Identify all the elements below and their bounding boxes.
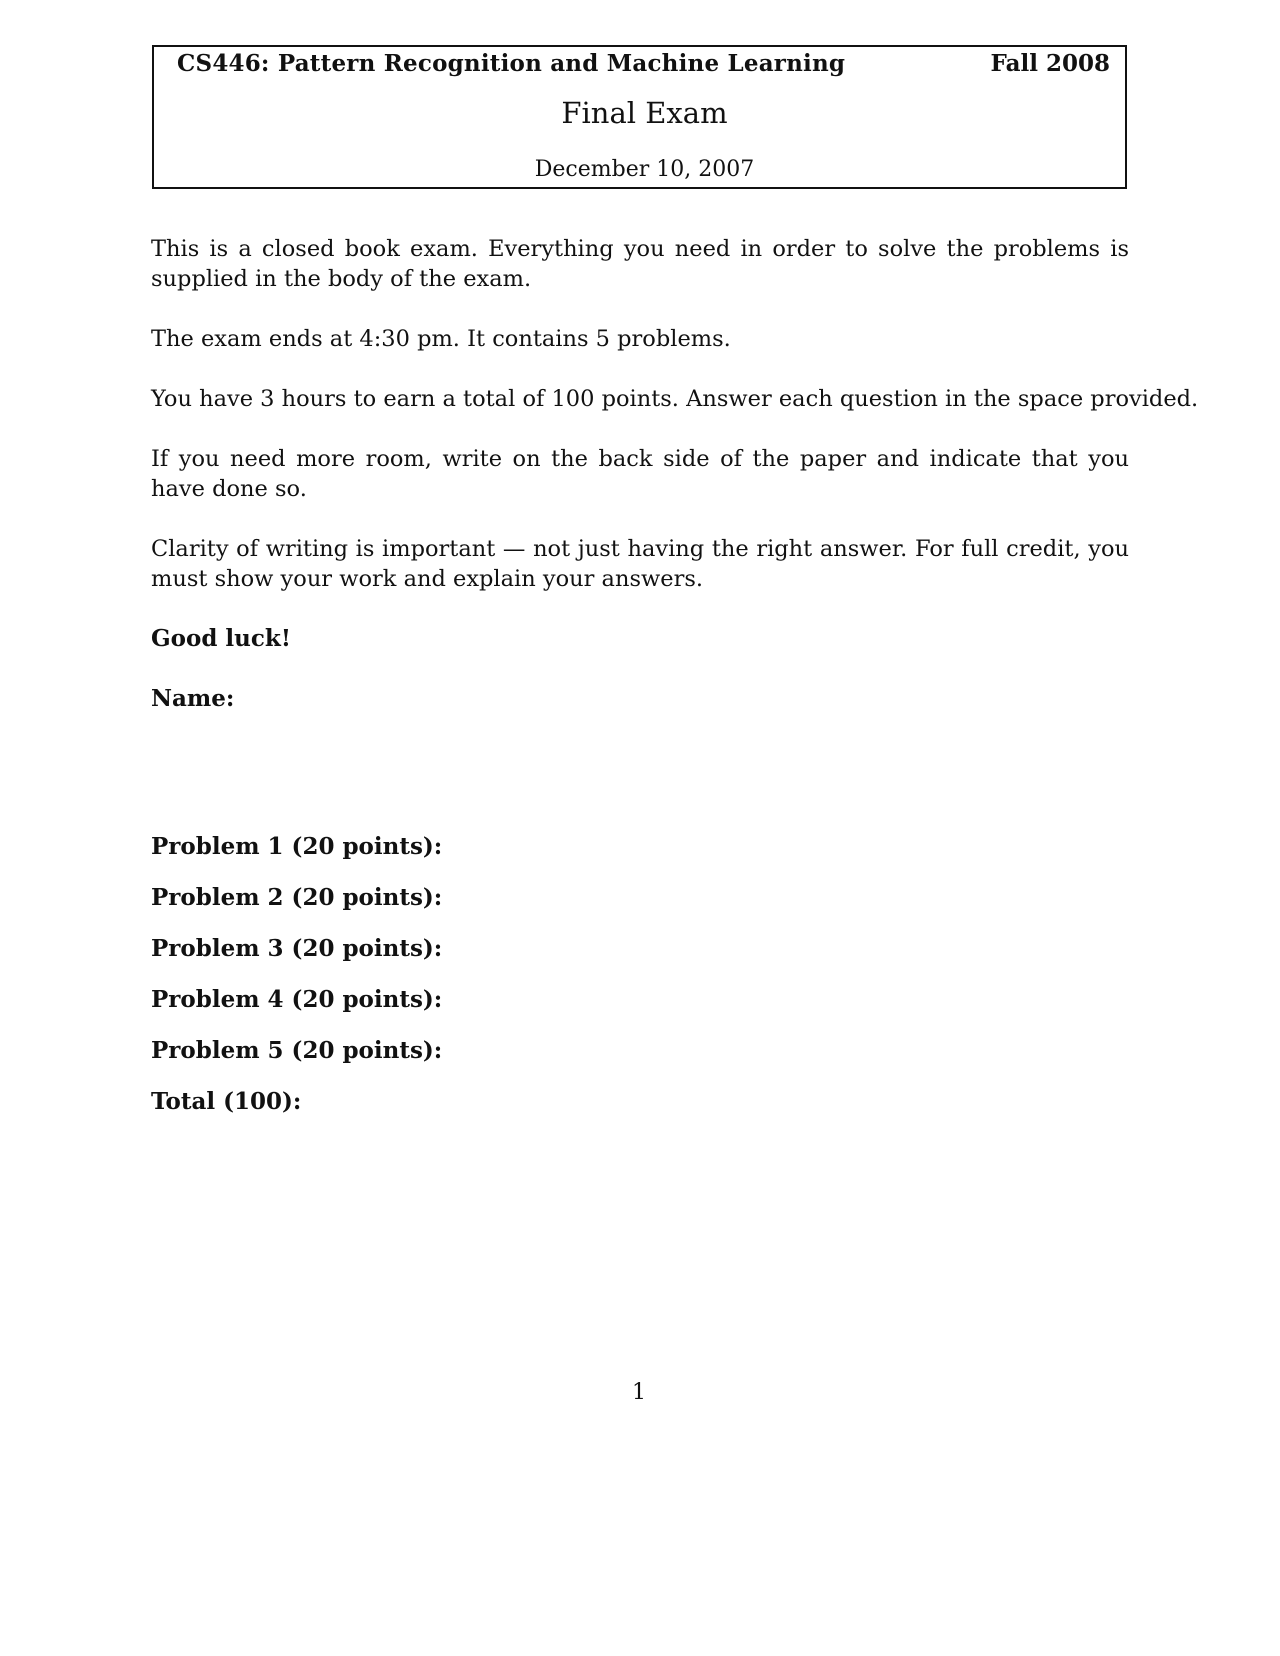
score-row-problem-1: Problem 1 (20 points): xyxy=(151,833,443,860)
course-title: CS446: Pattern Recognition and Machine Learning xyxy=(177,50,846,77)
good-luck-text: Good luck! xyxy=(151,625,291,652)
name-label: Name: xyxy=(151,685,235,712)
score-table xyxy=(151,832,442,1138)
score-row-problem-5: Problem 5 (20 points): xyxy=(151,1037,443,1064)
instruction-paragraph: Clarity of writing is important — not just having the right answer. For full credit, you must show your work and explain your answers. xyxy=(151,536,1129,592)
score-row-total: Total (100): xyxy=(151,1088,302,1115)
semester: Fall 2008 xyxy=(990,50,1110,77)
exam-date: December 10, 2007 xyxy=(534,157,755,182)
instruction-paragraph: This is a closed book exam. Everything you need in order to solve the problems is supplied in the body of the exam. xyxy=(151,236,1129,292)
score-row-problem-3: Problem 3 (20 points): xyxy=(151,935,443,962)
score-row-problem-2: Problem 2 (20 points): xyxy=(151,884,443,911)
instruction-paragraph: If you need more room, write on the back side of the paper and indicate that you have done so. xyxy=(151,446,1129,502)
score-row-problem-4: Problem 4 (20 points): xyxy=(151,986,443,1013)
exam-title: Final Exam xyxy=(561,96,728,130)
instructions xyxy=(151,234,1199,624)
exam-header-box xyxy=(152,45,1127,189)
instruction-paragraph: The exam ends at 4:30 pm. It contains 5 problems. xyxy=(151,326,731,352)
instruction-paragraph: You have 3 hours to earn a total of 100 points. Answer each question in the space provided. xyxy=(151,386,1199,412)
page-number: 1 xyxy=(632,1380,646,1405)
